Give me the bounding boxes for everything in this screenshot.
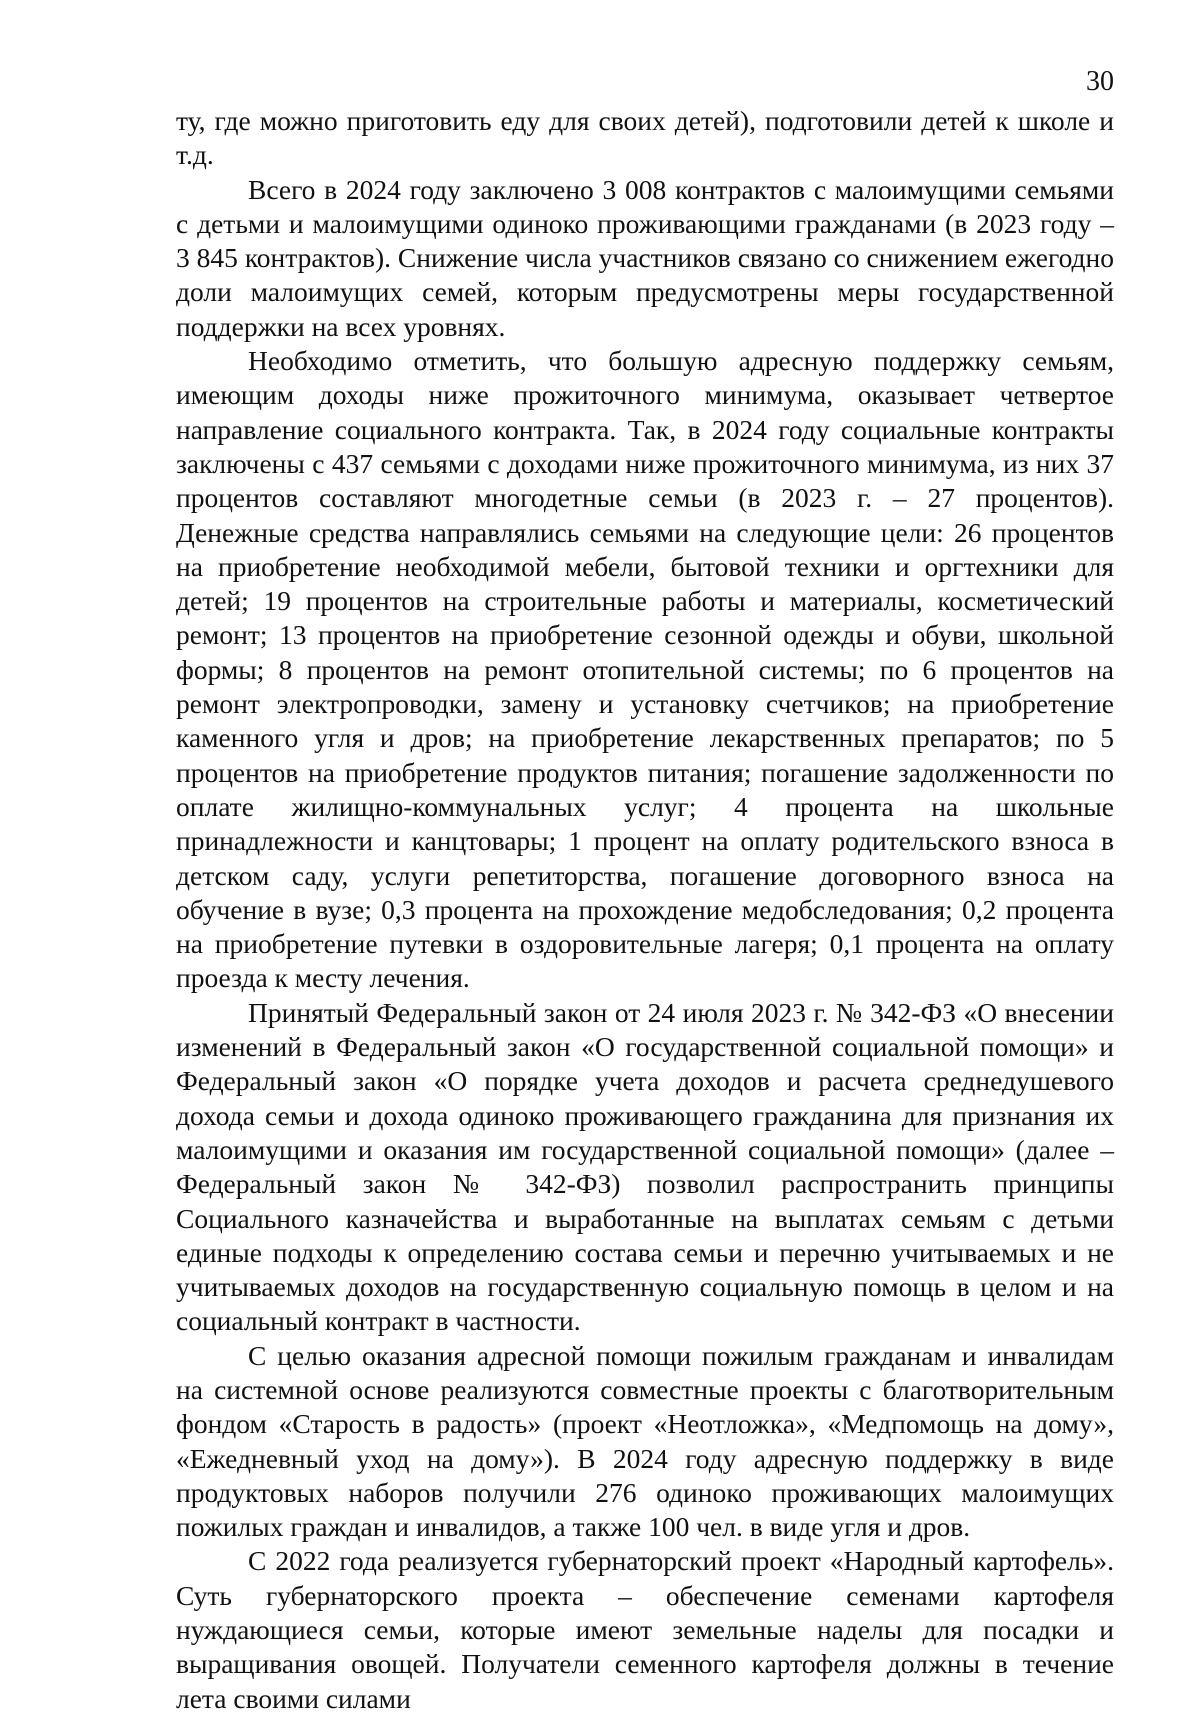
paragraph-fourth-direction: Необходимо отметить, что большую адресную поддержку семьям, имеющим доходы ниже прожиточного минимума, оказывает четвертое направление социального контракта. Так, в 2024 году социальные контракты заключены с 437 семьями с доходами ниже прожиточного минимума, из них 37 процентов составляют многодетные семьи (в 2023 г. – 27 процентов). Денежные средства направлялись семьями на следующие цели: 26 процентов на приобретение необходимой мебели, бытовой техники и оргтехники для детей; 19 процентов на строительные работы и материалы, косметический ремонт; 13 процентов на приобретение сезонной одежды и обуви, школьной формы; 8 процентов на ремонт отопительной системы; по 6 процентов на ремонт электропроводки, замену и установку счетчиков; на приобретение каменного угля и дров; на приобретение лекарственных препаратов; по 5 процентов на приобретение продуктов питания; погашение задолженности по оплате жилищно-коммунальных услуг; 4 процента на школьные принадлежности и канцтовары; 1 процент на оплату родительского взноса в детском саду, услуги репетиторства, погашение договорного взноса на обучение в вузе; 0,3 процента на прохождение медобследования; 0,2 процента на приобретение путевки в оздоровительные лагеря; 0,1 процента на оплату проезда к месту лечения. <box>176 345 1114 994</box>
paragraph-continuation: ту, где можно приготовить еду для своих детей), подготовили детей к школе и т.д. <box>176 105 1114 171</box>
paragraph-potato-project: С 2022 года реализуется губернаторский проект «Народный картофель». Суть губернаторского проекта – обеспечение семенами картофеля нуждающиеся семьи, которые имеют земельные наделы для посадки и выращивания овощей. Получатели семенного картофеля должны в течение лета своими силами <box>176 1545 1114 1714</box>
paragraph-elderly-support: С целью оказания адресной помощи пожилым гражданам и инвалидам на системной основе реализуются совместные проекты с благотворительным фондом «Старость в радость» (проект «Неотложка», «Медпомощь на дому», «Ежедневный уход на дому»). В 2024 году адресную поддержку в виде продуктовых наборов получили 276 одиноко проживающих малоимущих пожилых граждан и инвалидов, а также 100 чел. в виде угля и дров. <box>176 1339 1114 1543</box>
paragraph-contracts-total: Всего в 2024 году заключено 3 008 контрактов с малоимущими семьями с детьми и малоимущими одиноко проживающими гражданами (в 2023 году – 3 845 контрактов). Снижение числа участников связано со снижением ежегодно доли малоимущих семей, которым предусмотрены меры государственной поддержки на всех уровнях. <box>176 173 1114 342</box>
document-body <box>176 104 1114 1716</box>
paragraph-federal-law: Принятый Федеральный закон от 24 июля 2023 г. № 342-ФЗ «О внесении изменений в Федеральный закон «О государственной социальной помощи» и Федеральный закон «О порядке учета доходов и расчета среднедушевого дохода семьи и дохода одиноко проживающего гражданина для признания их малоимущими и оказания им государственной социальной помощи» (далее – Федеральный закон № 342-ФЗ) позволил распространить принципы Социального казначейства и выработанные на выплатах семьям с детьми единые подходы к определению состава семьи и перечню учитываемых и не учитываемых доходов на государственную социальную помощь в целом и на социальный контракт в частности. <box>176 996 1114 1337</box>
page-number: 30 <box>1086 66 1114 97</box>
